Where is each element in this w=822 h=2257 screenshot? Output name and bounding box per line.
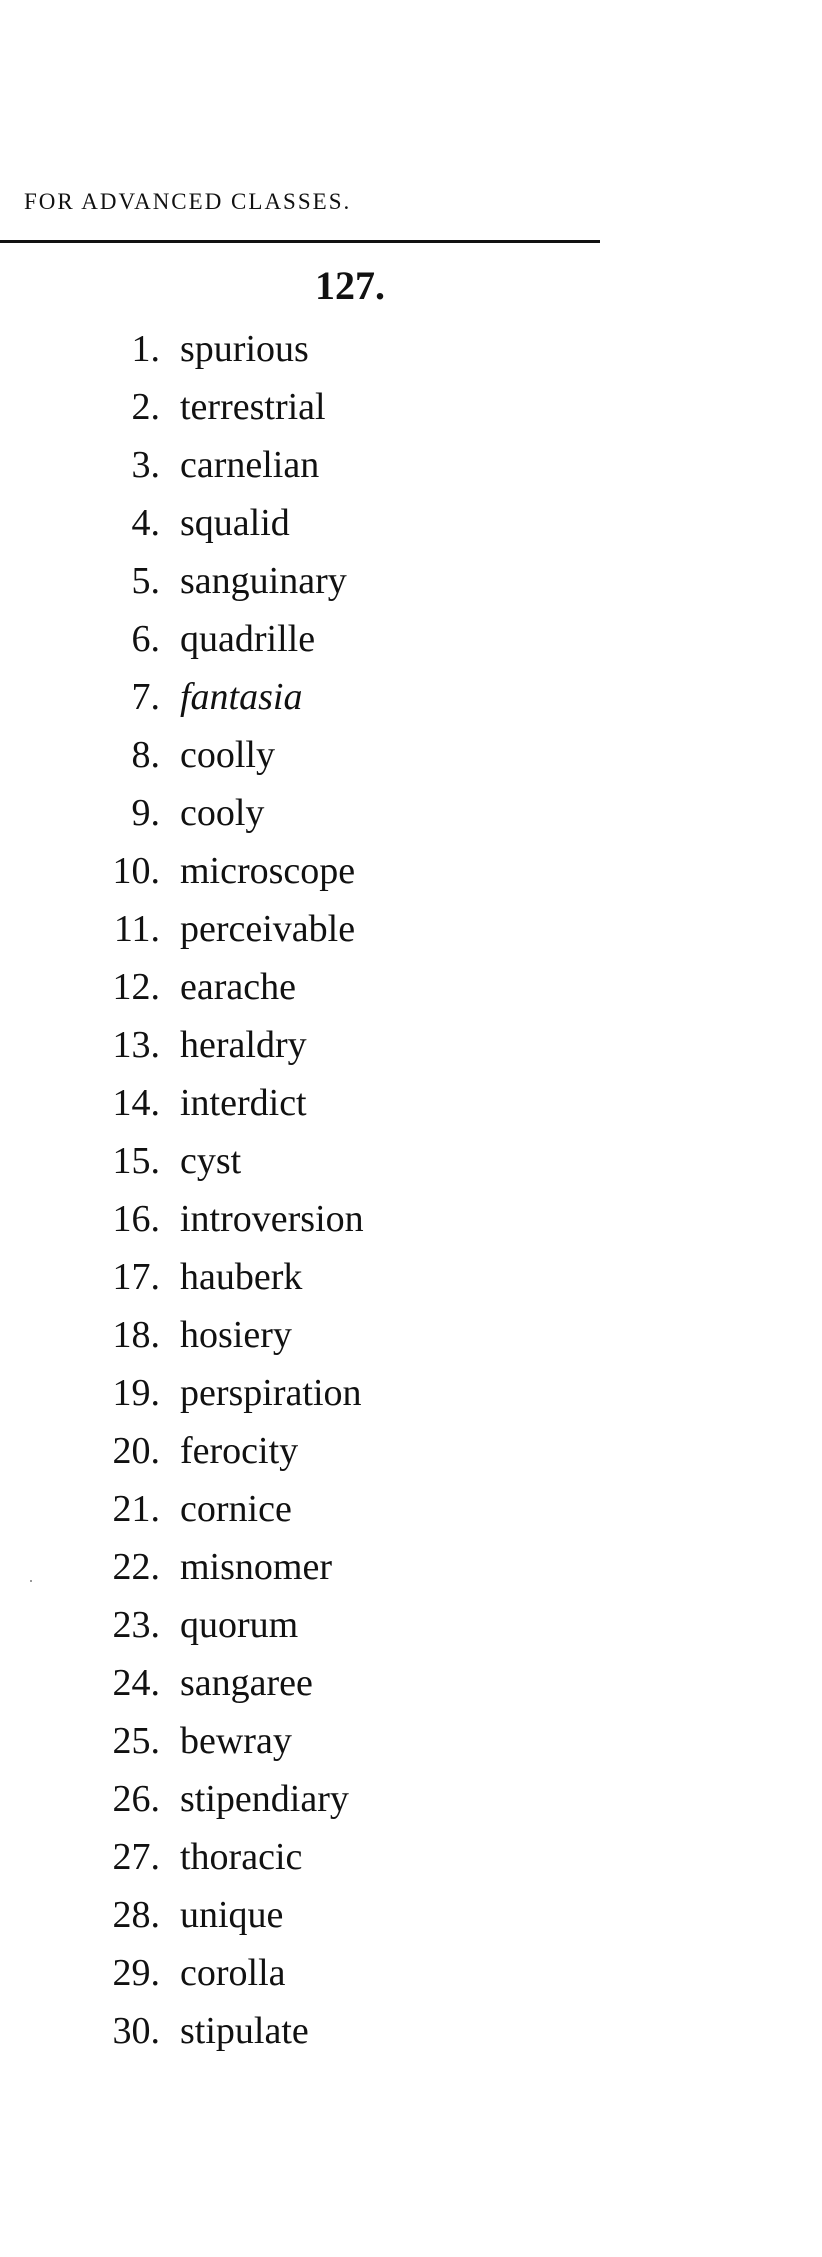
item-word: stipendiary — [180, 1778, 349, 1820]
item-word: quadrille — [180, 618, 316, 660]
item-number: 15. — [112, 1140, 160, 1182]
item-word: coolly — [180, 734, 275, 776]
list-item — [60, 726, 364, 784]
list-item — [60, 1828, 364, 1886]
list-item — [60, 842, 364, 900]
item-word: cyst — [180, 1140, 242, 1182]
list-item — [60, 378, 364, 436]
list-item — [60, 1306, 364, 1364]
item-number: 27. — [112, 1836, 160, 1878]
item-number: 16. — [112, 1198, 160, 1240]
item-word: corolla — [180, 1952, 286, 1994]
item-word: cooly — [180, 792, 265, 834]
item-word: thoracic — [180, 1836, 303, 1878]
item-number: 12. — [112, 966, 160, 1008]
list-item — [60, 1886, 364, 1944]
item-word: spurious — [180, 328, 309, 370]
list-item — [60, 668, 364, 726]
list-item — [60, 1074, 364, 1132]
item-word: quorum — [180, 1604, 299, 1646]
list-item — [60, 1654, 364, 1712]
list-item — [60, 320, 364, 378]
section-number: 127. — [315, 263, 385, 308]
item-number: 18. — [112, 1314, 160, 1356]
item-number: 5. — [131, 560, 160, 602]
item-word: introversion — [180, 1198, 364, 1240]
item-number: 10. — [112, 850, 160, 892]
list-item — [60, 1364, 364, 1422]
item-word: cornice — [180, 1488, 292, 1530]
item-word: interdict — [180, 1082, 307, 1124]
item-number: 2. — [131, 386, 160, 428]
item-word: carnelian — [180, 444, 320, 486]
item-word: earache — [180, 966, 296, 1008]
item-word: squalid — [180, 502, 290, 544]
item-word: terrestrial — [180, 386, 326, 428]
item-number: 8. — [131, 734, 160, 776]
list-item — [60, 1422, 364, 1480]
item-number: 14. — [112, 1082, 160, 1124]
item-word: microscope — [180, 850, 356, 892]
word-list — [60, 320, 364, 2060]
list-item — [60, 610, 364, 668]
item-number: 9. — [131, 792, 160, 834]
item-number: 23. — [112, 1604, 160, 1646]
item-word: bewray — [180, 1720, 292, 1762]
stray-print-mark — [30, 1580, 32, 1582]
list-item — [60, 2002, 364, 2060]
item-word: perspiration — [180, 1372, 362, 1414]
item-word: perceivable — [180, 908, 356, 950]
list-item — [60, 900, 364, 958]
item-number: 6. — [131, 618, 160, 660]
item-number: 29. — [112, 1952, 160, 1994]
list-item — [60, 1480, 364, 1538]
item-number: 3. — [131, 444, 160, 486]
list-item — [60, 1248, 364, 1306]
item-word: heraldry — [180, 1024, 307, 1066]
list-item — [60, 1596, 364, 1654]
item-word: stipulate — [180, 2010, 309, 2052]
list-item — [60, 1712, 364, 1770]
item-number: 1. — [131, 328, 160, 370]
item-word: sanguinary — [180, 560, 347, 602]
item-word: hauberk — [180, 1256, 303, 1298]
list-item — [60, 1190, 364, 1248]
list-item — [60, 1016, 364, 1074]
list-item — [60, 494, 364, 552]
list-item — [60, 958, 364, 1016]
item-word: sangaree — [180, 1662, 313, 1704]
item-number: 28. — [112, 1894, 160, 1936]
list-item — [60, 436, 364, 494]
header-rule — [0, 240, 600, 243]
item-word: hosiery — [180, 1314, 292, 1356]
item-number: 7. — [131, 676, 160, 718]
item-number: 22. — [112, 1546, 160, 1588]
list-item — [60, 1770, 364, 1828]
item-number: 19. — [112, 1372, 160, 1414]
list-item — [60, 1538, 364, 1596]
item-number: 13. — [112, 1024, 160, 1066]
list-item — [60, 1132, 364, 1190]
item-number: 17. — [112, 1256, 160, 1298]
item-number: 21. — [112, 1488, 160, 1530]
item-number: 30. — [112, 2010, 160, 2052]
item-word: fantasia — [180, 676, 303, 718]
item-word: ferocity — [180, 1430, 299, 1472]
list-item — [60, 784, 364, 842]
list-item — [60, 1944, 364, 2002]
list-item — [60, 552, 364, 610]
item-number: 24. — [112, 1662, 160, 1704]
item-number: 20. — [112, 1430, 160, 1472]
running-header: FOR ADVANCED CLASSES. — [24, 189, 352, 214]
item-number: 4. — [131, 502, 160, 544]
item-number: 26. — [112, 1778, 160, 1820]
item-word: misnomer — [180, 1546, 332, 1588]
item-word: unique — [180, 1894, 284, 1936]
item-number: 25. — [112, 1720, 160, 1762]
item-number: 11. — [113, 908, 160, 950]
